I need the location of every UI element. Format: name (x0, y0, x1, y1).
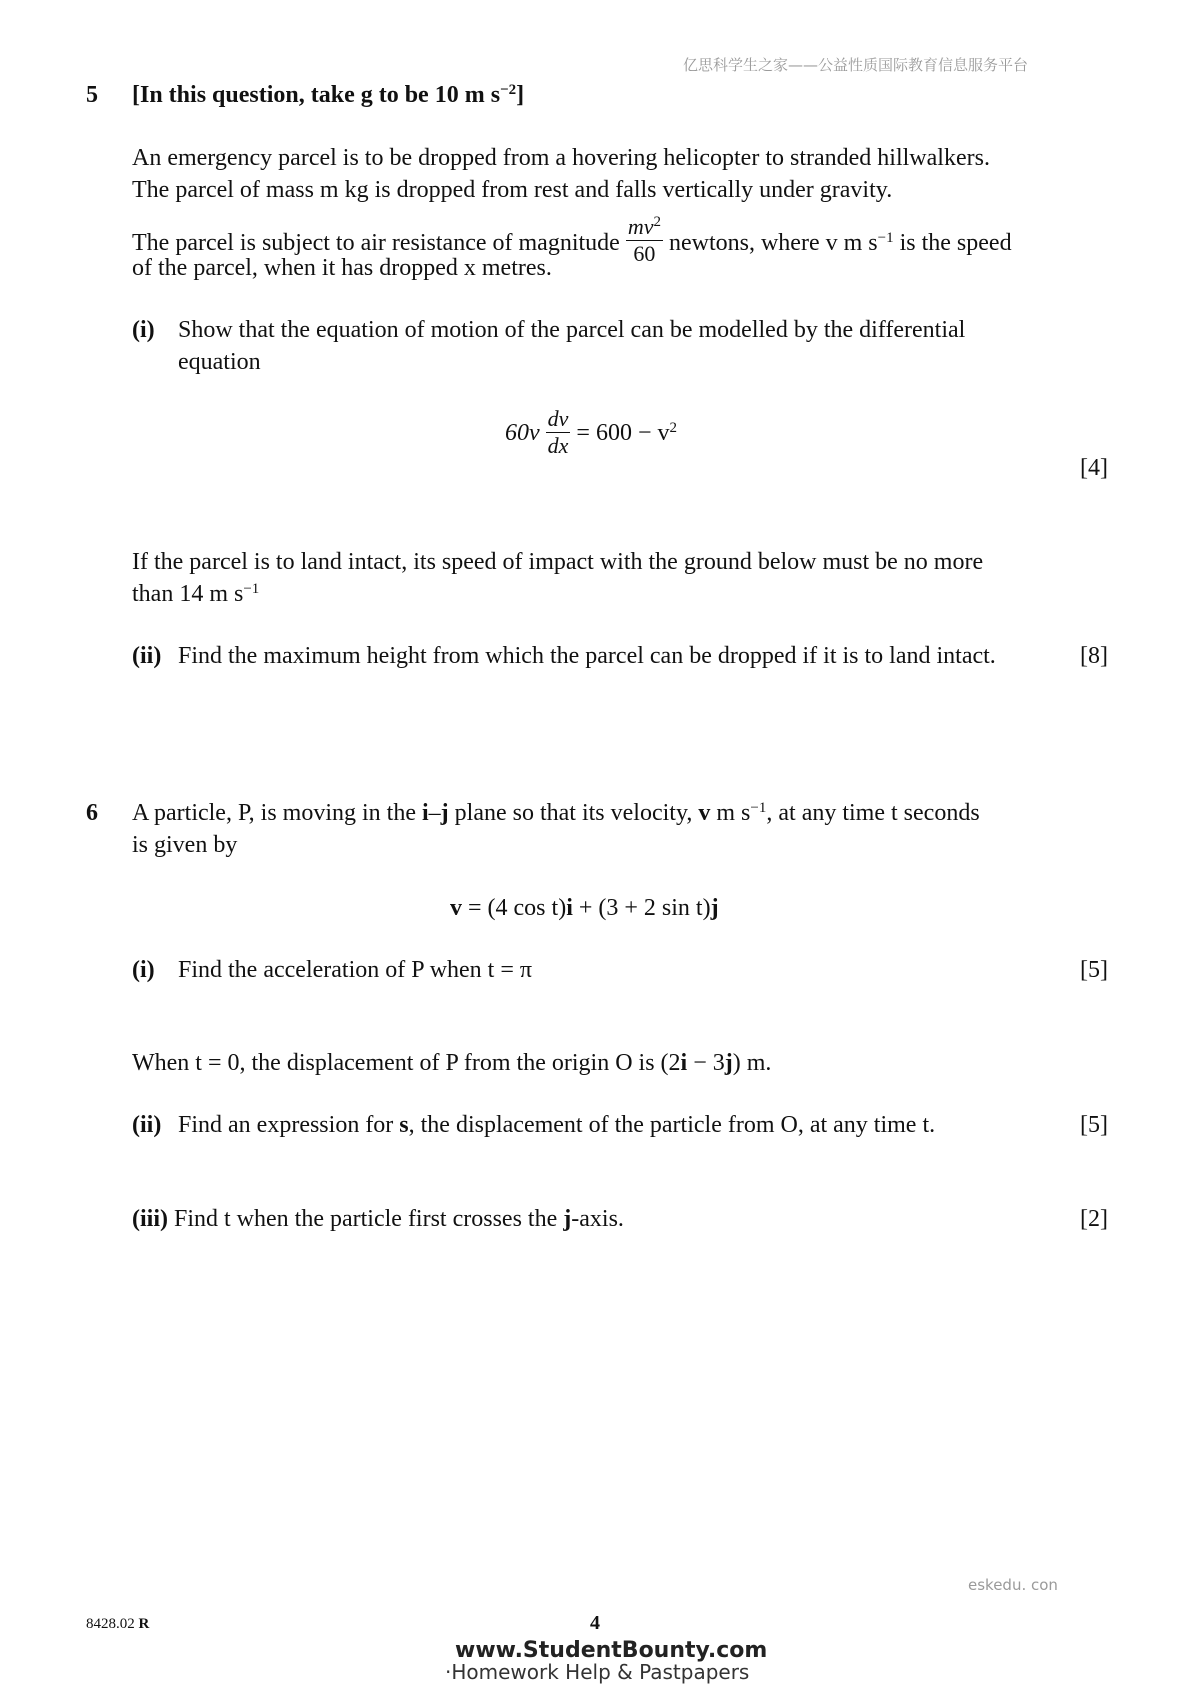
para3-line2-text: than 14 m s (132, 581, 244, 607)
derivative-fraction (546, 408, 571, 457)
eq-v: v (450, 895, 462, 921)
q5-para3-line2 (132, 578, 259, 610)
para2-post: newtons, where v m s (668, 230, 878, 257)
derivative-numerator: dv (547, 406, 569, 431)
q6-part-i-mark: [5] (1080, 957, 1108, 983)
instruction-sup: −2 (500, 81, 517, 98)
q6-part-iii-label: (iii) (132, 1206, 168, 1232)
q5-part-i-line1: Show that the equation of motion of the parcel can be modelled by the differential (178, 317, 966, 343)
q5-part-i-label: (i) (132, 317, 155, 343)
paper-code (86, 1616, 149, 1633)
q6-line1 (132, 797, 980, 829)
q5-part-i (132, 314, 965, 346)
cond-c: ) m. (732, 1050, 772, 1076)
top-watermark: 亿思科学生之家——公益性质国际教育信息服务平台 (683, 56, 1029, 74)
question-5-number: 5 (86, 82, 98, 108)
q6-line2: is given by (132, 832, 238, 858)
eq-j: j (710, 895, 719, 921)
cond-j: j (724, 1050, 733, 1076)
bottom-watermark: eskedu. con (968, 1576, 1058, 1594)
q5-part-ii-label: (ii) (132, 643, 162, 669)
q5-part-i-line2: equation (178, 349, 261, 375)
q5-para2-line2: of the parcel, when it has dropped x metres. (132, 255, 552, 281)
air-resistance-fraction (626, 213, 663, 266)
q5-part-ii-mark: [8] (1080, 643, 1108, 669)
paper-code-suffix: R (138, 1616, 150, 1632)
q6-part-ii-s: s (399, 1112, 409, 1138)
q5-part-ii (132, 640, 996, 672)
fraction-denominator: 60 (633, 241, 656, 266)
para3-line2-sup: −1 (243, 580, 260, 597)
q6-part-iii-b: -axis. (571, 1206, 624, 1232)
equation-rhs: = 600 − v (576, 420, 670, 447)
q6-part-i (132, 954, 532, 986)
q6-line1-j: j (440, 800, 449, 826)
equation-coefficient: 60v (505, 420, 540, 447)
q6-part-ii-a: Find an expression for (178, 1112, 400, 1138)
question-6-number: 6 (86, 800, 98, 826)
q6-line1-dash: – (428, 800, 441, 826)
q5-differential-equation (505, 406, 677, 459)
equation-rhs-sup: 2 (669, 419, 677, 436)
q6-part-ii-mark: [5] (1080, 1112, 1108, 1138)
page-number: 4 (590, 1612, 600, 1634)
q6-part-i-label: (i) (132, 957, 155, 983)
q6-line1-c: m s (710, 800, 751, 826)
q5-part-i-mark: [4] (1080, 455, 1108, 481)
q6-line1-a: A particle, P, is moving in the (132, 800, 422, 826)
q6-line1-i: i (421, 800, 429, 826)
eq-mid2: + (3 + 2 sin t) (572, 895, 711, 921)
q5-part-ii-text: Find the maximum height from which the parcel can be dropped if it is to land intact. (178, 643, 996, 669)
para2-sup: −1 (877, 229, 894, 246)
q6-initial-condition (132, 1047, 771, 1079)
studentbounty-url: www.StudentBounty.com (455, 1638, 768, 1663)
q6-velocity-equation (450, 892, 719, 924)
eq-mid: = (4 cos t) (462, 895, 567, 921)
para2-end: is the speed (899, 230, 1012, 257)
eq-i: i (566, 895, 573, 921)
studentbounty-tagline: ·Homework Help & Pastpapers (445, 1660, 750, 1684)
derivative-denominator: dx (547, 433, 569, 458)
fraction-numerator: mv (627, 214, 654, 239)
para2-pre: The parcel is subject to air resistance of magnitude (132, 230, 620, 257)
paper-code-number: 8428.02 (86, 1616, 135, 1632)
q6-line1-d: , at any time t seconds (766, 800, 980, 826)
q6-part-iii (132, 1203, 624, 1235)
q6-part-ii-label: (ii) (132, 1112, 162, 1138)
q6-part-i-text: Find the acceleration of P when t = π (178, 957, 532, 983)
q6-part-ii-b: , the displacement of the particle from O, at any time t. (408, 1112, 936, 1138)
q6-line1-sup: −1 (750, 799, 767, 816)
instruction-text: [In this question, take g to be 10 m s (132, 82, 501, 108)
q5-para3-line1: If the parcel is to land intact, its speed of impact with the ground below must be no more (132, 549, 984, 575)
fraction-sup: 2 (653, 213, 661, 230)
q6-line1-v: v (698, 800, 711, 826)
q6-part-ii (132, 1109, 935, 1141)
cond-i: i (680, 1050, 688, 1076)
q6-line1-b: plane so that its velocity, (448, 800, 699, 826)
cond-b: − 3 (687, 1050, 725, 1076)
q6-part-iii-j: j (563, 1206, 572, 1232)
q5-para1-line1: An emergency parcel is to be dropped from a hovering helicopter to stranded hillwalkers. (132, 145, 990, 171)
instruction-end: ] (516, 82, 525, 108)
cond-a: When t = 0, the displacement of P from the origin O is (2 (132, 1050, 681, 1076)
q6-part-iii-mark: [2] (1080, 1206, 1108, 1232)
q6-part-iii-a: Find t when the particle first crosses the (174, 1206, 564, 1232)
q5-para1-line2: The parcel of mass m kg is dropped from rest and falls vertically under gravity. (132, 177, 893, 203)
question-5-instruction (132, 79, 524, 111)
